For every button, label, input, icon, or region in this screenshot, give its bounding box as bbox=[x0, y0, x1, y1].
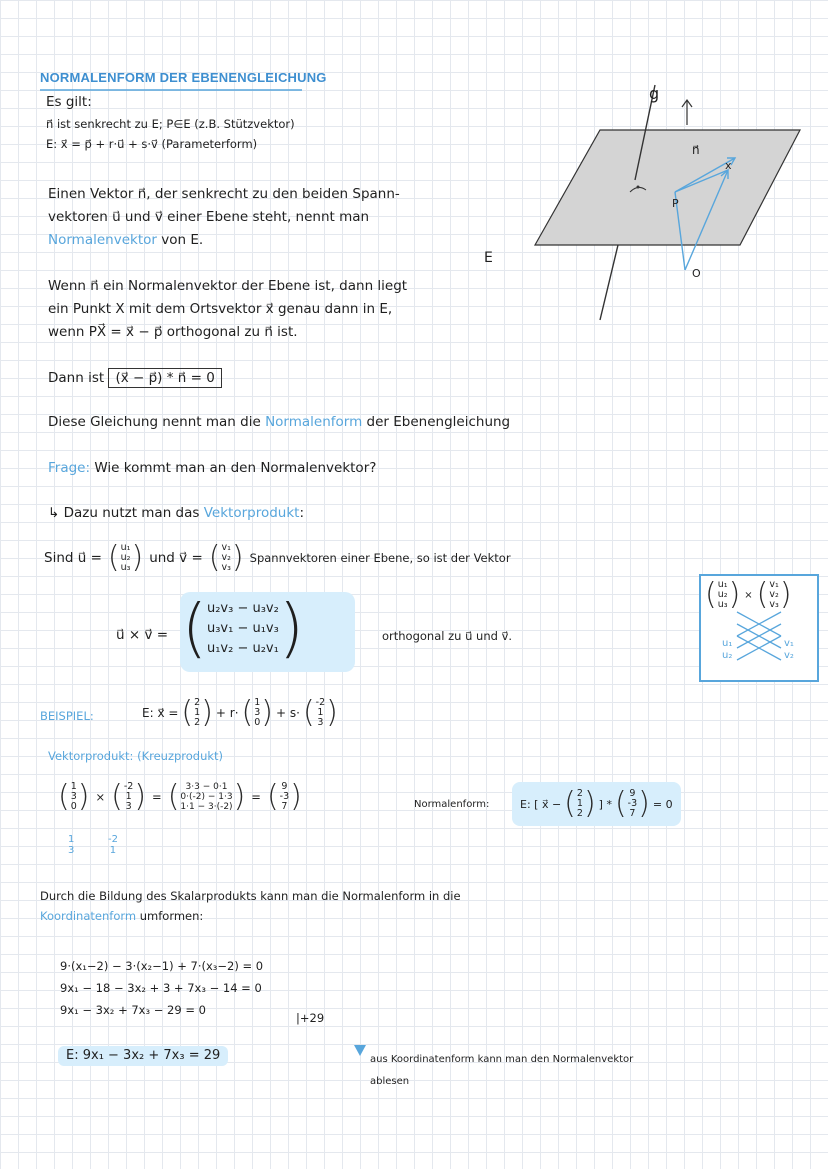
final-equation: E: 9x₁ − 3x₂ + 7x₃ = 29 bbox=[58, 1046, 228, 1066]
definition-line-3 bbox=[48, 232, 203, 248]
gleichung-line bbox=[48, 414, 510, 430]
step-3-note: |+29 bbox=[296, 1011, 325, 1025]
label-o: O bbox=[692, 267, 701, 280]
condition-line-1: Wenn n⃗ ein Normalenvektor der Ebene ist, dann liegt bbox=[48, 278, 408, 294]
vector-v: ( v₁ v₂ v₃ ) bbox=[208, 540, 244, 575]
calc-a-extra: 1 3 bbox=[68, 834, 75, 856]
note-line-1: aus Koordinatenform kann man den Normalenvektor bbox=[370, 1054, 634, 1065]
dann-line bbox=[48, 370, 222, 386]
vektorprodukt-label: Vektorprodukt: (Kreuzprodukt) bbox=[48, 749, 224, 763]
cross-row-2: u₃v₁ − u₁v₃ bbox=[206, 621, 279, 636]
beispiel-label: BEISPIEL: bbox=[40, 709, 94, 723]
label-e: E bbox=[484, 250, 493, 266]
frage-text: Wie kommt man an den Normalenvektor? bbox=[94, 460, 377, 476]
condition-line-2: ein Punkt X mit dem Ortsvektor x⃗ genau dann in E, bbox=[48, 301, 393, 317]
es-gilt: Es gilt: bbox=[46, 94, 92, 110]
step-3: 9x₁ − 3x₂ + 7x₃ − 29 = 0 bbox=[60, 1003, 206, 1017]
definition-line-1: Einen Vektor n⃗, der senkrecht zu den beiden Spann- bbox=[48, 186, 400, 202]
sind-und: und v⃗ = bbox=[149, 550, 203, 566]
calc-b-extra: -2 1 bbox=[108, 834, 118, 856]
note-line-2: ablesen bbox=[370, 1076, 410, 1087]
intro-line-2: E: x⃗ = p⃗ + r·u⃗ + s·v⃗ (Parameterform) bbox=[46, 137, 258, 151]
koordinatenform-term: Koordinatenform bbox=[40, 909, 137, 923]
cross-lhs: u⃗ × v⃗ = bbox=[116, 627, 169, 643]
frage-label: Frage: bbox=[48, 460, 91, 476]
gleichung-post: der Ebenengleichung bbox=[366, 414, 511, 430]
dann-label: Dann ist bbox=[48, 370, 105, 386]
sind-pre: Sind u⃗ = bbox=[44, 550, 102, 566]
title-underline bbox=[40, 88, 302, 92]
plane-diagram bbox=[470, 80, 810, 330]
mnemonic-vectors: ( u₁ u₂ u₃ ) × ( v₁ v₂ v₃ ) bbox=[705, 577, 792, 612]
beispiel-eq-pre: E: x⃗ = bbox=[142, 706, 179, 720]
definition-line-3-rest: von E. bbox=[161, 232, 204, 248]
intro-line-1: n⃗ ist senkrecht zu E; P∈E (z.B. Stützvektor) bbox=[46, 117, 295, 131]
label-g: g bbox=[649, 84, 660, 103]
durch-line-2: Koordinatenform umformen: bbox=[40, 909, 204, 923]
mnemonic-v-extra: v₁ v₂ bbox=[784, 638, 794, 661]
cross-row-1: u₂v₃ − u₃v₂ bbox=[206, 601, 279, 616]
mnemonic-cross-lines bbox=[735, 606, 785, 668]
normalenform-term: Normalenform bbox=[265, 414, 363, 430]
sind-post: Spannvektoren einer Ebene, so ist der Vektor bbox=[249, 551, 511, 565]
vector-u: ( u₁ u₂ u₃ ) bbox=[107, 540, 144, 575]
normalenvektor-term: Normalenvektor bbox=[48, 232, 157, 248]
normalenform-label: Normalenform: bbox=[414, 799, 490, 810]
cross-text: orthogonal zu u⃗ und v⃗. bbox=[382, 629, 513, 643]
label-p: P bbox=[672, 197, 679, 210]
calc-row: ( 1 3 0 ) × ( -2 1 3 ) = ( 3·3 − 0·1 0·(-2) − 1·3 1·1 − 3·(-2) ) = ( 9 -3 7 ) bbox=[58, 779, 302, 814]
definition-line-2: vektoren u⃗ und v⃗ einer Ebene steht, nennt man bbox=[48, 209, 370, 225]
arrow-down-icon bbox=[353, 1043, 367, 1057]
step-2: 9x₁ − 18 − 3x₂ + 3 + 7x₃ − 14 = 0 bbox=[60, 981, 262, 995]
cross-matrix: ( u₂v₃ − u₃v₂ u₃v₁ − u₁v₃ u₁v₂ − u₂v₁ ) bbox=[182, 592, 304, 666]
label-n: n⃗ bbox=[692, 143, 700, 157]
cross-row-3: u₁v₂ − u₂v₁ bbox=[206, 641, 279, 656]
step-1: 9·(x₁−2) − 3·(x₂−1) + 7·(x₃−2) = 0 bbox=[60, 959, 264, 973]
sind-line bbox=[44, 540, 511, 575]
normalenform-equation: E: [ x⃗ − ( 2 1 2 ) ] * ( 9 -3 7 ) = 0 bbox=[512, 782, 681, 826]
dazu-pre: ↳ Dazu nutzt man das bbox=[48, 505, 200, 521]
vektorprodukt-term: Vektorprodukt bbox=[203, 505, 300, 521]
gleichung-pre: Diese Gleichung nennt man die bbox=[48, 414, 261, 430]
mnemonic-u-extra: u₁ u₂ bbox=[722, 638, 733, 661]
frage-line bbox=[48, 460, 376, 476]
durch-line-1: Durch die Bildung des Skalarprodukts kann man die Normalenform in die bbox=[40, 889, 461, 903]
mnemonic-times: × bbox=[744, 589, 753, 601]
normalform-formula: (x⃗ − p⃗) * n⃗ = 0 bbox=[108, 368, 221, 388]
condition-line-3: wenn PX⃗ = x⃗ − p⃗ orthogonal zu n⃗ ist. bbox=[48, 324, 298, 340]
beispiel-equation: E: x⃗ = ( 2 1 2 ) + r· ( 1 3 0 ) + s· ( -2 1 3 ) bbox=[142, 695, 338, 730]
dazu-line bbox=[48, 505, 304, 521]
page-title: NORMALENFORM DER EBENENGLEICHUNG bbox=[40, 70, 327, 85]
dazu-post: : bbox=[299, 505, 305, 521]
label-x: x bbox=[725, 159, 732, 172]
